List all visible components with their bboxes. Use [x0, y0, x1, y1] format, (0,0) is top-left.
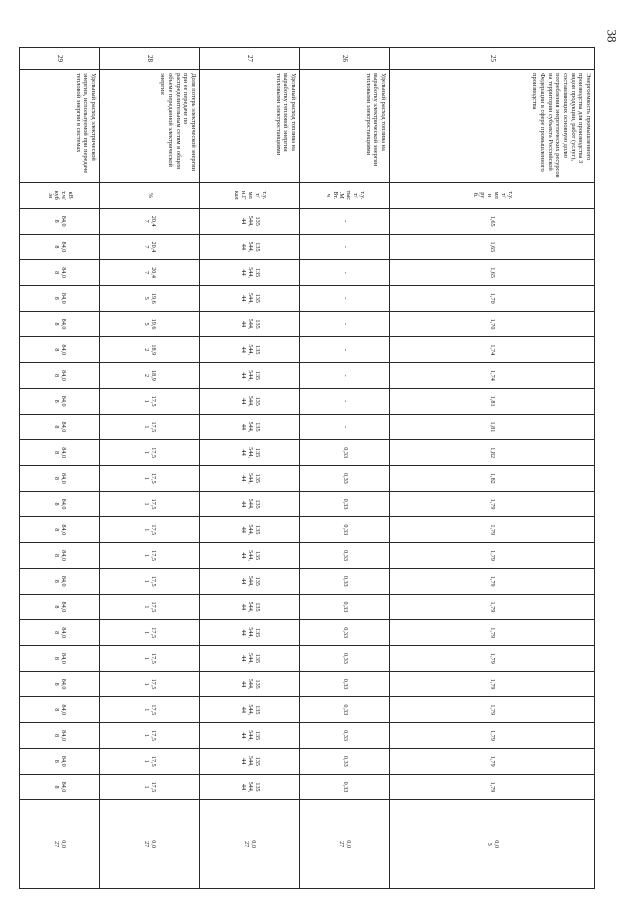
value-text: 0,0 27 [243, 840, 258, 849]
value-cell [390, 543, 595, 569]
value-text: 1,81 [489, 421, 497, 433]
value-text: 1,79 [489, 524, 497, 536]
value-text: - [341, 220, 349, 223]
value-cell [200, 568, 300, 594]
indicator-row [100, 48, 200, 889]
value-text: 17,5 1 [143, 421, 158, 433]
value-cell [20, 697, 100, 723]
value-cell [200, 594, 300, 620]
value-text: 84,0 8 [53, 781, 68, 793]
value-text: 0,0 27 [143, 840, 158, 849]
value-cell [390, 440, 595, 466]
row-number: 29 [20, 48, 100, 70]
indicator-row [390, 48, 595, 889]
indicator-row [300, 48, 390, 889]
value-cell [20, 517, 100, 543]
value-cell [300, 208, 390, 234]
value-text: 20,4 7 [143, 215, 158, 227]
value-text: 0,33 [341, 447, 349, 459]
value-cell [100, 440, 200, 466]
value-text: 1,79 [489, 652, 497, 664]
value-cell [100, 517, 200, 543]
unit-text: т.у. т/ мл н.Г кал [233, 190, 268, 200]
value-text: 19,6 5 [143, 292, 158, 304]
value-cell [100, 568, 200, 594]
value-text: 1,79 [489, 575, 497, 587]
value-text: 1,82 [489, 447, 497, 459]
value-text: 19,6 5 [143, 318, 158, 330]
value-text: 0,33 [341, 472, 349, 484]
value-text: 1,79 [489, 627, 497, 639]
value-cell [100, 414, 200, 440]
unit-cell [100, 182, 200, 208]
value-text: 84,0 8 [53, 395, 68, 407]
value-cell [100, 748, 200, 774]
value-cell [390, 723, 595, 749]
value-text: 1,79 [489, 678, 497, 690]
value-text: 0,33 [341, 755, 349, 767]
value-text: 1,79 [489, 755, 497, 767]
value-cell [200, 311, 300, 337]
value-cell [20, 774, 100, 800]
value-text: 0,0 27 [53, 840, 68, 849]
value-text: 135 544, 44 [240, 755, 261, 767]
value-text: 84,0 8 [53, 318, 68, 330]
value-cell [20, 543, 100, 569]
value-cell [20, 466, 100, 492]
value-text: 135 544, 44 [240, 241, 261, 253]
value-text: 1,79 [489, 781, 497, 793]
value-text: 84,0 8 [53, 447, 68, 459]
value-cell [300, 800, 390, 889]
value-text: 20,4 7 [143, 267, 158, 279]
value-text: 135 544, 44 [240, 524, 261, 536]
value-cell [390, 748, 595, 774]
value-text: 1,79 [489, 550, 497, 561]
value-text: 1,74 [489, 344, 497, 356]
value-cell [390, 337, 595, 363]
value-cell [200, 800, 300, 889]
value-text: 1,70 [489, 292, 497, 304]
value-text: 84,0 8 [53, 652, 68, 664]
indicator-name: Энергоемкость промышленного производства для производства 3 видов продукции, работ (услуг), составляющих основную долю потребления энергетических ресурсов на территории субъекта Российской Федерации в сфере промышленного производства [390, 70, 595, 183]
value-text: 0,0 3 [486, 840, 500, 849]
value-text: 135 544, 44 [240, 447, 261, 459]
value-text: 84,0 8 [53, 498, 68, 510]
value-text: 1,65 [489, 267, 497, 279]
value-cell [300, 620, 390, 646]
unit-cell [20, 182, 100, 208]
value-text: - [341, 374, 349, 377]
unit-text: т.у. т/ мл н ру б. [472, 191, 514, 200]
row-number: 27 [200, 48, 300, 70]
value-cell [100, 697, 200, 723]
value-cell [300, 234, 390, 260]
value-text: - [341, 348, 349, 351]
value-text: 0,33 [341, 781, 349, 793]
value-text: 17,5 1 [143, 575, 158, 587]
value-cell [100, 800, 200, 889]
value-text: 84,0 8 [53, 292, 68, 304]
value-cell [100, 388, 200, 414]
value-cell [300, 491, 390, 517]
value-cell [300, 671, 390, 697]
value-text: 135 544, 44 [240, 678, 261, 690]
value-cell [200, 723, 300, 749]
value-text: 17,5 1 [143, 781, 158, 793]
value-cell [200, 697, 300, 723]
value-cell [200, 620, 300, 646]
unit-cell [390, 182, 595, 208]
value-cell [390, 311, 595, 337]
value-text: 84,0 8 [53, 601, 68, 613]
value-cell [200, 208, 300, 234]
value-text: 18,9 2 [143, 344, 158, 356]
value-cell [20, 260, 100, 286]
value-text: 84,0 8 [53, 704, 68, 716]
value-text: 84,0 8 [53, 575, 68, 587]
value-text: 84,0 8 [53, 344, 68, 356]
value-cell [300, 568, 390, 594]
value-text: 84,0 8 [53, 370, 68, 381]
value-text: 17,5 1 [143, 524, 158, 536]
value-text: 135 544, 44 [240, 344, 261, 356]
value-text: 17,5 1 [143, 704, 158, 716]
value-text: 135 544, 44 [240, 267, 261, 279]
value-cell [20, 311, 100, 337]
value-text: 0,33 [341, 550, 349, 561]
value-text: 1,70 [489, 318, 497, 330]
value-text: 18,9 2 [143, 370, 158, 381]
value-cell [100, 774, 200, 800]
value-text: 135 544, 44 [240, 550, 261, 561]
value-cell [390, 388, 595, 414]
value-cell [20, 337, 100, 363]
value-cell [390, 363, 595, 389]
value-cell [20, 568, 100, 594]
value-text: 135 544, 44 [240, 652, 261, 664]
value-cell [200, 491, 300, 517]
value-text: 17,5 1 [143, 601, 158, 613]
value-cell [100, 671, 200, 697]
value-cell [100, 260, 200, 286]
value-cell [390, 620, 595, 646]
value-text: 17,5 1 [143, 447, 158, 459]
value-text: 1,79 [489, 601, 497, 613]
value-cell [100, 543, 200, 569]
value-text: - [341, 323, 349, 326]
value-text: 0,33 [341, 524, 349, 536]
value-cell [200, 543, 300, 569]
indicators-table [19, 47, 595, 889]
value-cell [300, 646, 390, 672]
indicator-name: Удельный расход топлива на выработку электрической энергии тепловыми электростанциями [300, 70, 390, 183]
value-text: 84,0 8 [53, 241, 68, 253]
value-cell [200, 517, 300, 543]
value-cell [390, 517, 595, 543]
value-cell [20, 414, 100, 440]
value-text: 135 544, 44 [240, 318, 261, 330]
value-text: 84,0 8 [53, 550, 68, 561]
value-text: 17,5 1 [143, 550, 158, 561]
value-cell [390, 208, 595, 234]
value-text: 1,82 [489, 472, 497, 484]
value-cell [20, 620, 100, 646]
value-text: 135 544, 44 [240, 730, 261, 741]
value-cell [200, 388, 300, 414]
value-cell [100, 208, 200, 234]
value-cell [200, 466, 300, 492]
value-cell [390, 594, 595, 620]
value-text: 0,33 [341, 627, 349, 639]
value-cell [300, 363, 390, 389]
value-cell [300, 260, 390, 286]
page-number: 38 [604, 29, 620, 43]
value-text: 135 544, 44 [240, 472, 261, 484]
unit-cell [300, 182, 390, 208]
value-cell [300, 517, 390, 543]
value-text: 1,79 [489, 704, 497, 716]
value-text: 17,5 1 [143, 627, 158, 639]
value-cell [100, 311, 200, 337]
unit-text: т.у. т/ тыс .М Вт. ч [324, 190, 367, 201]
value-cell [390, 800, 595, 889]
value-cell [100, 363, 200, 389]
value-cell [20, 234, 100, 260]
value-cell [390, 774, 595, 800]
value-text: 135 544, 44 [240, 395, 261, 407]
value-text: 0,33 [341, 652, 349, 664]
value-cell [200, 440, 300, 466]
value-text: 135 544, 44 [240, 421, 261, 433]
value-cell [20, 388, 100, 414]
value-cell [20, 800, 100, 889]
value-text: 1,65 [489, 215, 497, 227]
value-cell [100, 285, 200, 311]
indicator-row [20, 48, 100, 889]
value-text: 135 544, 44 [240, 781, 261, 793]
row-number: 26 [300, 48, 390, 70]
value-cell [20, 491, 100, 517]
value-cell [300, 440, 390, 466]
unit-text: кВ т.ч/ куб .м [46, 190, 75, 200]
value-cell [20, 594, 100, 620]
value-cell [390, 466, 595, 492]
value-cell [200, 774, 300, 800]
value-cell [200, 234, 300, 260]
value-text: 1,79 [489, 730, 497, 741]
value-cell [300, 594, 390, 620]
value-text: 84,0 8 [53, 215, 68, 227]
value-cell [390, 234, 595, 260]
value-cell [20, 723, 100, 749]
value-cell [200, 285, 300, 311]
value-text: - [341, 297, 349, 300]
value-cell [300, 311, 390, 337]
value-cell [300, 774, 390, 800]
value-cell [300, 723, 390, 749]
value-text: 0,33 [341, 575, 349, 587]
value-cell [200, 337, 300, 363]
value-text: 84,0 8 [53, 421, 68, 433]
value-text: 1,81 [489, 395, 497, 407]
value-cell [300, 748, 390, 774]
value-text: 84,0 8 [53, 730, 68, 741]
value-cell [300, 388, 390, 414]
value-cell [20, 363, 100, 389]
value-cell [200, 363, 300, 389]
value-cell [390, 671, 595, 697]
value-cell [200, 646, 300, 672]
value-cell [200, 748, 300, 774]
rotated-table-sheet [20, 47, 595, 889]
value-text: 1,65 [489, 241, 497, 253]
value-cell [390, 491, 595, 517]
value-cell [100, 646, 200, 672]
value-cell [20, 671, 100, 697]
value-cell [300, 466, 390, 492]
value-cell [300, 697, 390, 723]
indicator-name: Удельный расход электрической энергии, используемой при передаче тепловой энергии в системах [20, 70, 100, 183]
value-cell [100, 594, 200, 620]
value-cell [200, 260, 300, 286]
value-cell [100, 620, 200, 646]
value-text: 0,0 27 [338, 840, 353, 849]
row-number: 28 [100, 48, 200, 70]
value-cell [100, 723, 200, 749]
value-cell [200, 414, 300, 440]
value-text: - [341, 245, 349, 248]
value-cell [100, 234, 200, 260]
value-text: - [341, 400, 349, 403]
value-text: 0,33 [341, 704, 349, 716]
value-text: 135 544, 44 [240, 215, 261, 227]
value-text: 17,5 1 [143, 730, 158, 741]
value-cell [100, 337, 200, 363]
value-text: 0,33 [341, 498, 349, 510]
value-text: 84,0 8 [53, 472, 68, 484]
value-cell [390, 568, 595, 594]
value-cell [20, 748, 100, 774]
value-text: 20,4 7 [143, 241, 158, 253]
value-text: 17,5 1 [143, 395, 158, 407]
value-text: - [341, 271, 349, 274]
value-text: 135 544, 44 [240, 575, 261, 587]
value-text: 17,5 1 [143, 652, 158, 664]
indicator-name: Удельный расход топлива на выработку тепловой энергии тепловыми электростанциями [200, 70, 300, 183]
value-text: 135 544, 44 [240, 601, 261, 613]
value-text: 84,0 8 [53, 267, 68, 279]
unit-cell [200, 182, 300, 208]
value-cell [300, 414, 390, 440]
row-number: 25 [390, 48, 595, 70]
value-cell [20, 285, 100, 311]
indicator-name: Доля потерь электрической энергии при ее передаче по распределительным сетям в общем объеме переданной электрической энергии [100, 70, 200, 183]
value-text: 0,33 [341, 601, 349, 613]
value-cell [200, 671, 300, 697]
value-cell [390, 414, 595, 440]
value-cell [20, 440, 100, 466]
value-text: 1,79 [489, 498, 497, 510]
value-text: 135 544, 44 [240, 370, 261, 381]
value-text: 84,0 8 [53, 755, 68, 767]
value-cell [390, 646, 595, 672]
value-text: 17,5 1 [143, 472, 158, 484]
value-text: 135 544, 44 [240, 292, 261, 304]
value-cell [390, 260, 595, 286]
value-cell [300, 337, 390, 363]
value-cell [100, 491, 200, 517]
value-text: 0,33 [341, 730, 349, 741]
unit-text: % [146, 192, 154, 198]
value-text: 0,33 [341, 678, 349, 690]
value-text: 84,0 8 [53, 678, 68, 690]
value-cell [100, 466, 200, 492]
value-text: 17,5 1 [143, 755, 158, 767]
value-cell [20, 208, 100, 234]
value-text: 1,74 [489, 370, 497, 381]
value-cell [20, 646, 100, 672]
value-text: 17,5 1 [143, 678, 158, 690]
value-text: 17,5 1 [143, 498, 158, 510]
value-text: - [341, 425, 349, 428]
value-cell [300, 285, 390, 311]
value-text: 84,0 8 [53, 627, 68, 639]
value-cell [390, 697, 595, 723]
value-text: 135 544, 44 [240, 704, 261, 716]
value-cell [300, 543, 390, 569]
value-text: 135 544, 44 [240, 498, 261, 510]
value-text: 84,0 8 [53, 524, 68, 536]
value-cell [390, 285, 595, 311]
indicator-row [200, 48, 300, 889]
value-text: 135 544, 44 [240, 627, 261, 639]
